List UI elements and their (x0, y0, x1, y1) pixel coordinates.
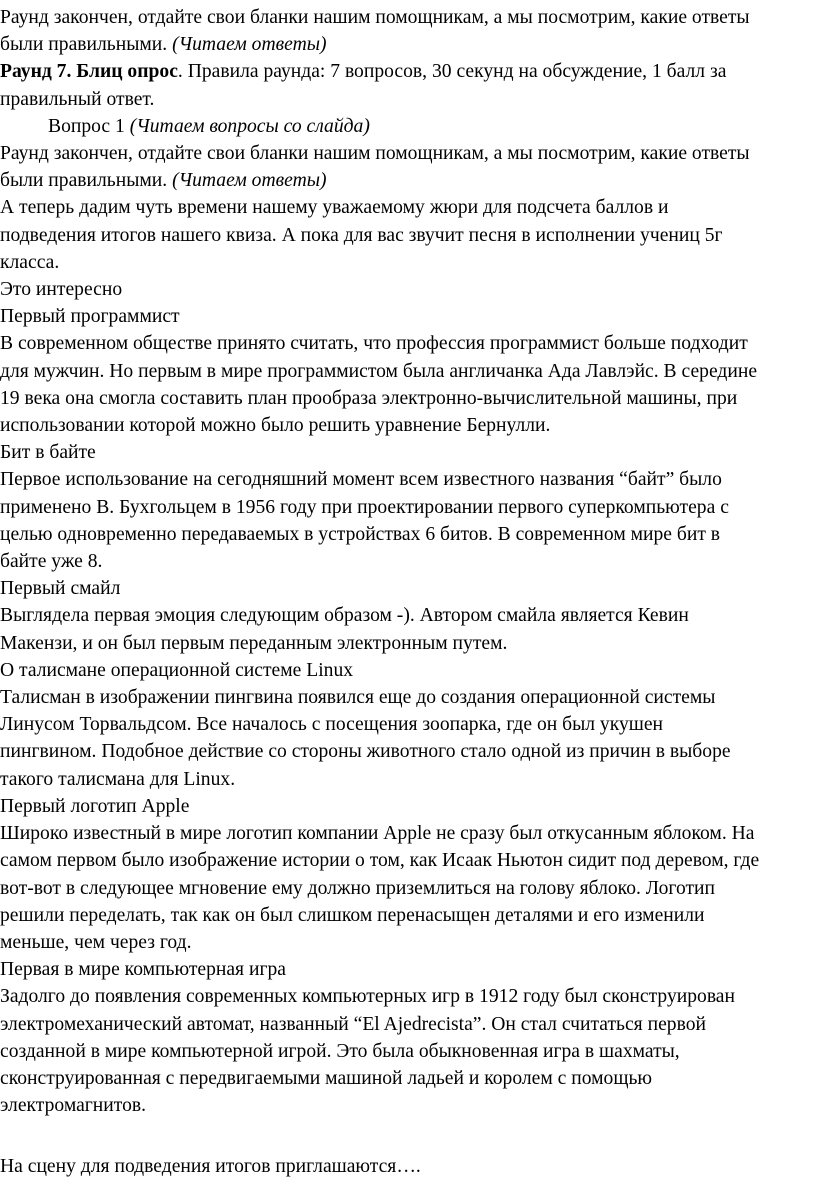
text-line: электромагнитов. (0, 1095, 147, 1117)
blank-line (0, 1119, 810, 1146)
paragraph-question-1 (0, 113, 810, 140)
section-first-computer-game (0, 956, 810, 1119)
text-line: байте уже 8. (0, 551, 103, 573)
text-line: класса. (0, 251, 60, 273)
text-line (0, 58, 810, 85)
text-line: самом первом было изображение истории о том, как Исаак Ньютон сидит под деревом, где (0, 850, 760, 872)
stage-direction: (Читаем ответы) (172, 170, 327, 192)
paragraph-round-7 (0, 58, 810, 112)
section-apple-logo (0, 793, 810, 956)
text-line: для мужчин. Но первым в мире программистом была англичанка Ада Лавлэйс. В середине (0, 360, 758, 382)
text-line: вот-вот в следующее мгновение ему должно приземлиться на голову яблоко. Логотип (0, 877, 716, 899)
section-title: Первый логотип Apple (0, 795, 190, 817)
text-line: правильный ответ. (0, 88, 155, 110)
section-title: Первый программист (0, 306, 180, 328)
text-line: Задолго до появления современных компьютерных игр в 1912 году был сконструирован (0, 986, 735, 1008)
paragraph-round-end-2 (0, 140, 810, 194)
text-line: Макензи, и он был первым переданным электронным путем. (0, 632, 508, 654)
text-line: Линусом Торвальдсом. Все началось с посещения зоопарка, где он был укушен (0, 714, 664, 736)
text-line: меньше, чем через год. (0, 931, 192, 953)
section-title: О талисмане операционной системе Linux (0, 659, 354, 681)
text-line: применено В. Бухгольцем в 1956 году при проектировании первого суперкомпьютера с (0, 496, 729, 518)
text-line: А теперь дадим чуть времени нашему уважаемому жюри для подсчета баллов и (0, 197, 669, 219)
text-line: Первое использование на сегодняшний момент всем известного названия “байт” было (0, 469, 722, 491)
text-line: Раунд закончен, отдайте свои бланки нашим помощникам, а мы посмотрим, какие ответы (0, 143, 750, 165)
text-fragment: были правильными. (0, 170, 173, 192)
section-first-smiley (0, 575, 810, 657)
stage-direction: (Читаем вопросы со слайда) (129, 115, 370, 137)
text-line: электромеханический автомат, названный “El Ajedrecista”. Он стал считаться первой (0, 1013, 706, 1035)
round-heading: Раунд 7. Блиц опрос (0, 61, 178, 83)
text-line: использовании которой можно было решить уравнение Бернулли. (0, 415, 551, 437)
text-fragment: были правильными. (0, 34, 173, 56)
text-fragment: . Правила раунда: 7 вопросов, 30 секунд на обсуждение, 1 балл за (177, 61, 727, 83)
section-linux-mascot (0, 657, 810, 793)
text-line: Широко известный в мире логотип компании Apple не сразу был откусанным яблоком. На (0, 823, 755, 845)
section-bit-in-byte (0, 439, 810, 575)
section-heading-interesting: Это интересно (0, 279, 123, 301)
text-line: В современном обществе принято считать, что профессия программист больше подходит (0, 333, 748, 355)
text-line (0, 113, 810, 140)
text-line (0, 31, 810, 58)
stage-direction: (Читаем ответы) (172, 34, 327, 56)
text-line: такого талисмана для Linux. (0, 768, 236, 790)
paragraph-round-end-1 (0, 4, 810, 58)
text-line (0, 167, 810, 194)
text-line: 19 века она смогла составить план прообраза электронно-вычислительной машины, при (0, 387, 738, 409)
text-line: Талисман в изображении пингвина появился еще до создания операционной системы (0, 687, 716, 709)
closing-line: На сцену для подведения итогов приглашаются…. (0, 1155, 421, 1177)
section-title: Бит в байте (0, 442, 96, 464)
text-line: пингвином. Подобное действие со стороны животного стало одной из причин в выборе (0, 741, 731, 763)
text-line: подведения итогов нашего квиза. А пока для вас звучит песня в исполнении учениц 5г (0, 224, 723, 246)
section-title: Первая в мире компьютерная игра (0, 959, 286, 981)
section-first-programmer (0, 303, 810, 439)
text-line: созданной в мире компьютерной игрой. Это была обыкновенная игра в шахматы, (0, 1040, 680, 1062)
text-fragment: Вопрос 1 (48, 115, 130, 137)
text-line: Раунд закончен, отдайте свои бланки нашим помощникам, а мы посмотрим, какие ответы (0, 7, 750, 28)
text-line: решили переделать, так как он был слишком перенасыщен деталями и его изменили (0, 904, 705, 926)
text-line: целью одновременно передаваемых в устройствах 6 битов. В современном мире бит в (0, 523, 721, 545)
text-line: Выглядела первая эмоция следующим образом -). Автором смайла является Кевин (0, 605, 689, 627)
paragraph-jury (0, 194, 810, 276)
text-line: сконструированная с передвигаемыми машиной ладьей и королем с помощью (0, 1067, 653, 1089)
section-title: Первый смайл (0, 578, 121, 600)
